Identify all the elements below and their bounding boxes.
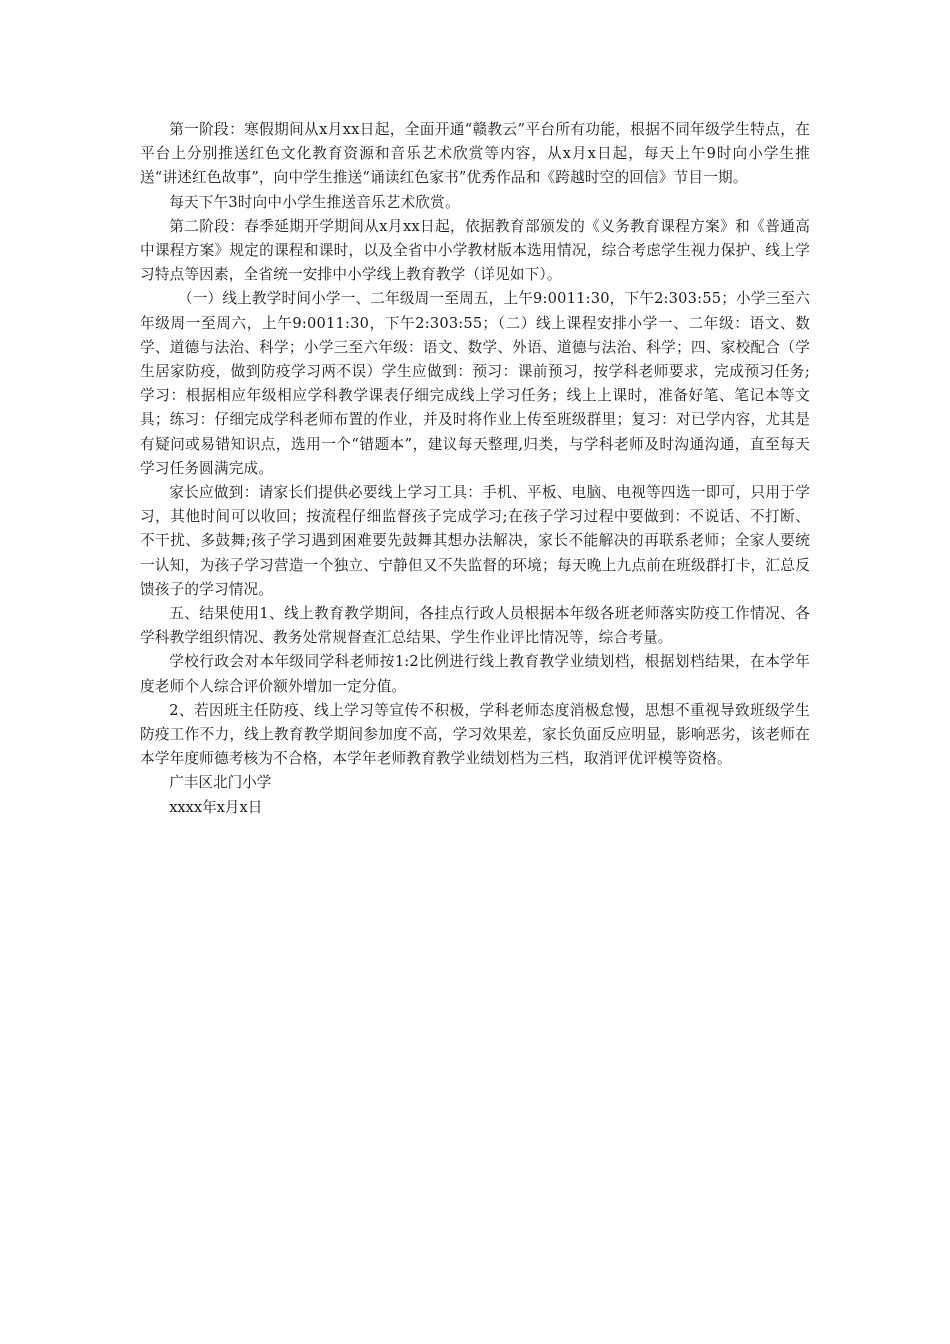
paragraph-results-usage: 五、结果使用1、线上教育教学期间，各挂点行政人员根据本年级各班老师落实防疫工作情况、各学科教学组织情况、教务处常规督查汇总结果、学生作业评比情况等，综合考量。 bbox=[140, 605, 810, 647]
paragraph-parents: 家长应做到：请家长们提供必要线上学习工具：手机、平板、电脑、电视等四选一即可，只用于学习，其他时间可以收回；按流程仔细监督孩子完成学习;在孩子学习过程中要做到：不说话、不打断、不干扰、多鼓舞;孩子学习遇到困难要先鼓舞其想办法解决，家长不能解决的再联系老师；全家人要统一认知，为孩子学习营造一个独立、宁静但又不失监督的环境；每天晚上九点前在班级群打卡，汇总反馈孩子的学习情况。 bbox=[140, 484, 810, 598]
document-body bbox=[140, 118, 810, 820]
paragraph-stage-one: 第一阶段：寒假期间从x月xx日起，全面开通“赣教云”平台所有功能，根据不同年级学生特点，在平台上分别推送红色文化教育资源和音乐艺术欣赏等内容，从x月x日起，每天上午9时向小学生推送“讲述红色故事”，向中学生推送“诵读红色家书”优秀作品和《跨越时空的回信》节目一期。 bbox=[140, 121, 810, 187]
paragraph-penalty: 2、若因班主任防疫、线上学习等宣传不积极，学科老师态度消极怠慢，思想不重视导致班级学生防疫工作不力，线上教育教学期间参加度不高，学习效果差，家长负面反应明显，影响恶劣，该老师在本学年度师德考核为不合格，本学年老师教育教学业绩划档为三档，取消评优评模等资格。 bbox=[140, 701, 810, 768]
signature-date: xxxx年x月x日 bbox=[169, 798, 263, 816]
paragraph-grading: 学校行政会对本年级同学科老师按1:2比例进行线上教育教学业绩划档，根据划档结果，在本学年度老师个人综合评价额外增加一定分值。 bbox=[140, 653, 810, 695]
paragraph-schedule: （一）线上教学时间小学一、二年级周一至周五，上午9:0011:30，下午2:303:55；小学三至六年级周一至周六，上午9:0011:30，下午2:303:55；（二）线上课程安排小学一、二年级：语文、数学、道德与法治、科学；小学三至六年级：语文、数学、外语、道德与法治、科学；四、家校配合（学生居家防疫，做到防疫学习两不误）学生应做到：预习：课前预习，按学科老师要求，完成预习任务;学习：根据相应年级相应学科教学课表仔细完成线上学习任务；线上上课时，准备好笔、笔记本等文具；练习：仔细完成学科老师布置的作业，并及时将作业上传至班级群里；复习：对已学内容，尤其是有疑问或易错知识点，选用一个“错题本”，建议每天整理,归类，与学科老师及时沟通沟通，直至每天学习任务圆满完成。 bbox=[140, 290, 810, 477]
paragraph-stage-two: 第二阶段：春季延期开学期间从x月xx日起，依据教育部颁发的《义务教育课程方案》和《普通高中课程方案》规定的课程和课时，以及全省中小学教材版本选用情况，综合考虑学生视力保护、线上学习特点等因素，全省统一安排中小学线上教育教学（详见如下）。 bbox=[140, 217, 810, 284]
signature-school: 广丰区北门小学 bbox=[169, 774, 272, 792]
paragraph-afternoon-music: 每天下午3时向中小学生推送音乐艺术欣赏。 bbox=[169, 193, 460, 211]
